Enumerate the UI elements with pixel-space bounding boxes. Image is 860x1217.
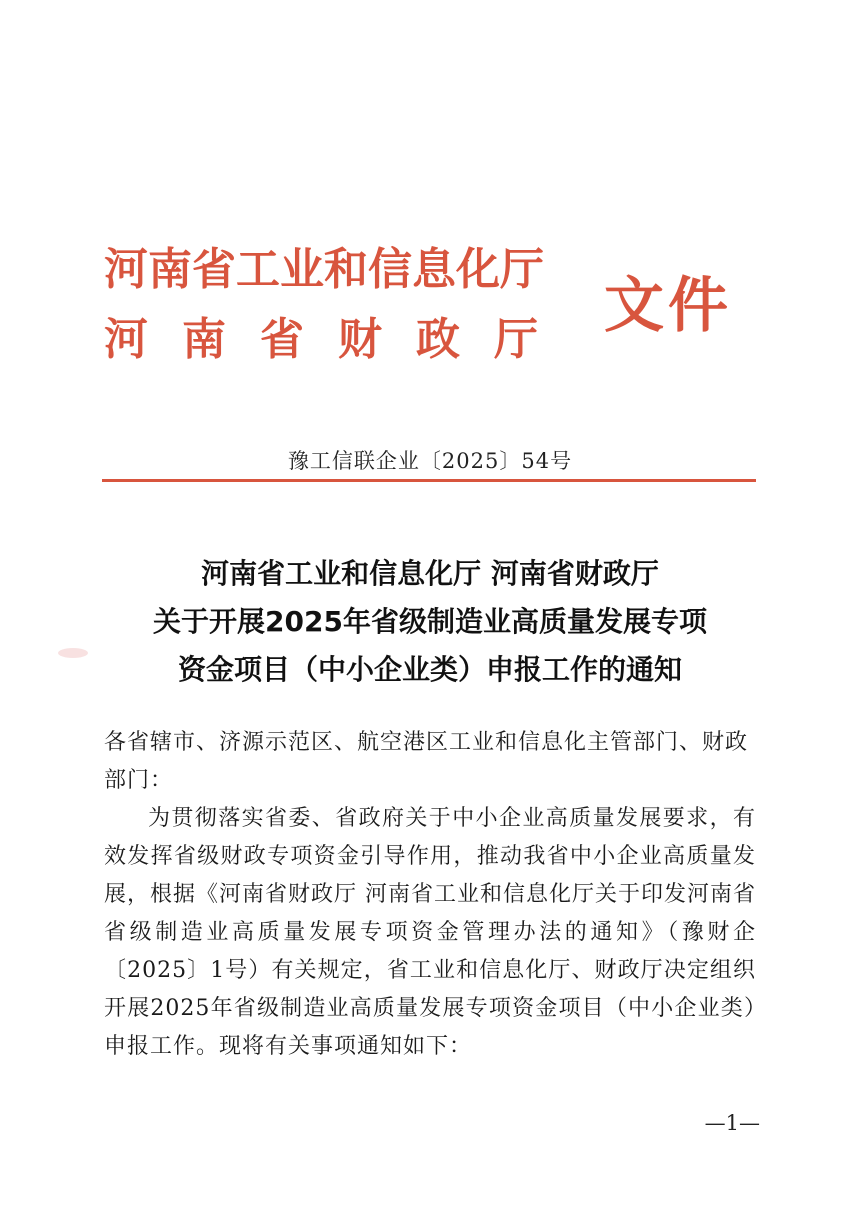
document-title bbox=[0, 550, 860, 694]
title-line-2: 关于开展2025年省级制造业高质量发展专项 bbox=[153, 605, 707, 638]
masthead bbox=[104, 240, 744, 370]
red-separator-rule bbox=[102, 479, 756, 482]
salutation: 各省辖市、济源示范区、航空港区工业和信息化主管部门、财政部门： bbox=[104, 730, 749, 793]
title-line-3: 资金项目（中小企业类）申报工作的通知 bbox=[177, 653, 682, 686]
body-paragraph-1: 为贯彻落实省委、省政府关于中小企业高质量发展要求，有效发挥省级财政专项资金引导作用，推动我省中小企业高质量发展，根据《河南省财政厅 河南省工业和信息化厅关于印发河南省省级制造业高质量发展专项资金管理办法的通知》（豫财企〔2025〕1号）有关规定，省工业和信息化厅、财政厅决定组织开展2025年省级制造业高质量发展专项资金项目（中小企业类）申报工作。现将有关事项通知如下： bbox=[104, 806, 756, 1059]
masthead-issuer-2: 河南省财政厅 bbox=[104, 314, 572, 365]
page-number: —1— bbox=[704, 1111, 760, 1135]
document-number: 豫工信联企业〔2025〕54号 bbox=[287, 449, 573, 473]
masthead-suffix: 文件 bbox=[604, 271, 732, 341]
title-line-1: 河南省工业和信息化厅 河南省财政厅 bbox=[201, 557, 659, 590]
masthead-issuer-1: 河南省工业和信息化厅 bbox=[104, 244, 544, 295]
document-body bbox=[104, 724, 756, 1066]
